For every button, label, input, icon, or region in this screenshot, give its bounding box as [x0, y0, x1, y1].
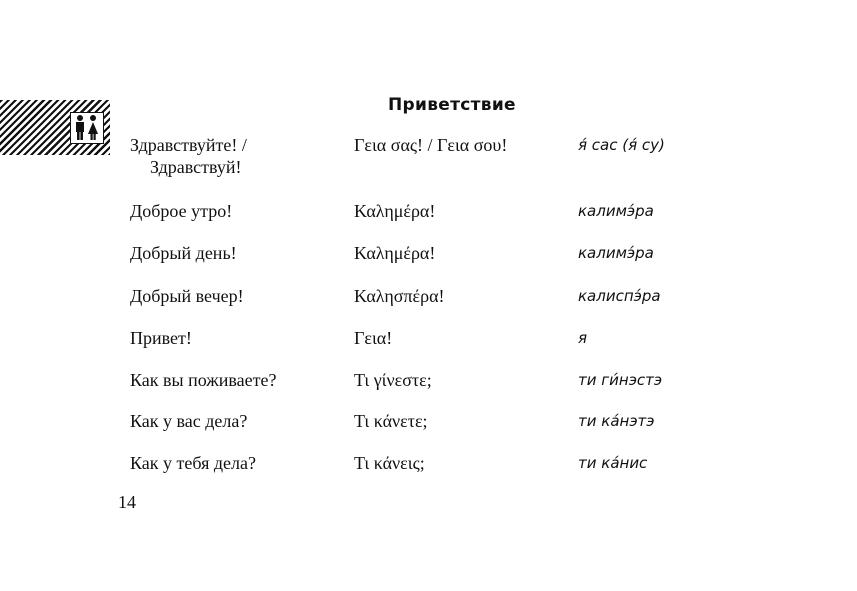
phrase-row — [0, 452, 857, 492]
russian-phrase: Добрый день! — [130, 243, 237, 263]
greek-phrase: Τι γίνεστε; — [354, 370, 432, 390]
phrase-row — [0, 134, 857, 177]
page-number: 14 — [118, 492, 136, 512]
greek-phrase: Γεια σας! / Γεια σου! — [354, 135, 508, 155]
transcription: я́ сас (я́ су) — [578, 136, 665, 154]
russian-phrase: Как вы поживаете? — [130, 370, 277, 390]
greek-phrase: Καλημέρα! — [354, 201, 436, 221]
transcription: ти ка́нис — [578, 454, 648, 472]
phrase-row — [0, 200, 857, 240]
phrase-row — [0, 369, 857, 409]
transcription: ти ка́нэтэ — [578, 412, 655, 430]
greek-phrase: Καλημέρα! — [354, 243, 436, 263]
transcription: я — [578, 329, 588, 347]
russian-phrase: Как у вас дела? — [130, 411, 248, 431]
russian-phrase: Доброе утро! — [130, 201, 233, 221]
greek-phrase: Τι κάνετε; — [354, 411, 428, 431]
transcription: калимэ́ра — [578, 202, 654, 220]
russian-phrase: Здравствуйте! / Здравствуй! — [130, 135, 247, 177]
transcription: калимэ́ра — [578, 244, 654, 262]
greek-phrase: Γεια! — [354, 328, 393, 348]
transcription: калиспэ́ра — [578, 287, 661, 305]
russian-phrase: Добрый вечер! — [130, 286, 244, 306]
russian-phrase: Привет! — [130, 328, 192, 348]
russian-phrase-continuation: Здравствуй! — [150, 157, 242, 177]
phrase-row — [0, 410, 857, 450]
phrase-row — [0, 327, 857, 367]
transcription: ти ги́нэстэ — [578, 371, 663, 389]
greek-phrase: Καλησπέρα! — [354, 286, 445, 306]
phrase-row — [0, 285, 857, 325]
russian-phrase: Как у тебя дела? — [130, 453, 256, 473]
phrase-row — [0, 242, 857, 282]
section-title: Приветствие — [388, 95, 516, 115]
greek-phrase: Τι κάνεις; — [354, 453, 425, 473]
